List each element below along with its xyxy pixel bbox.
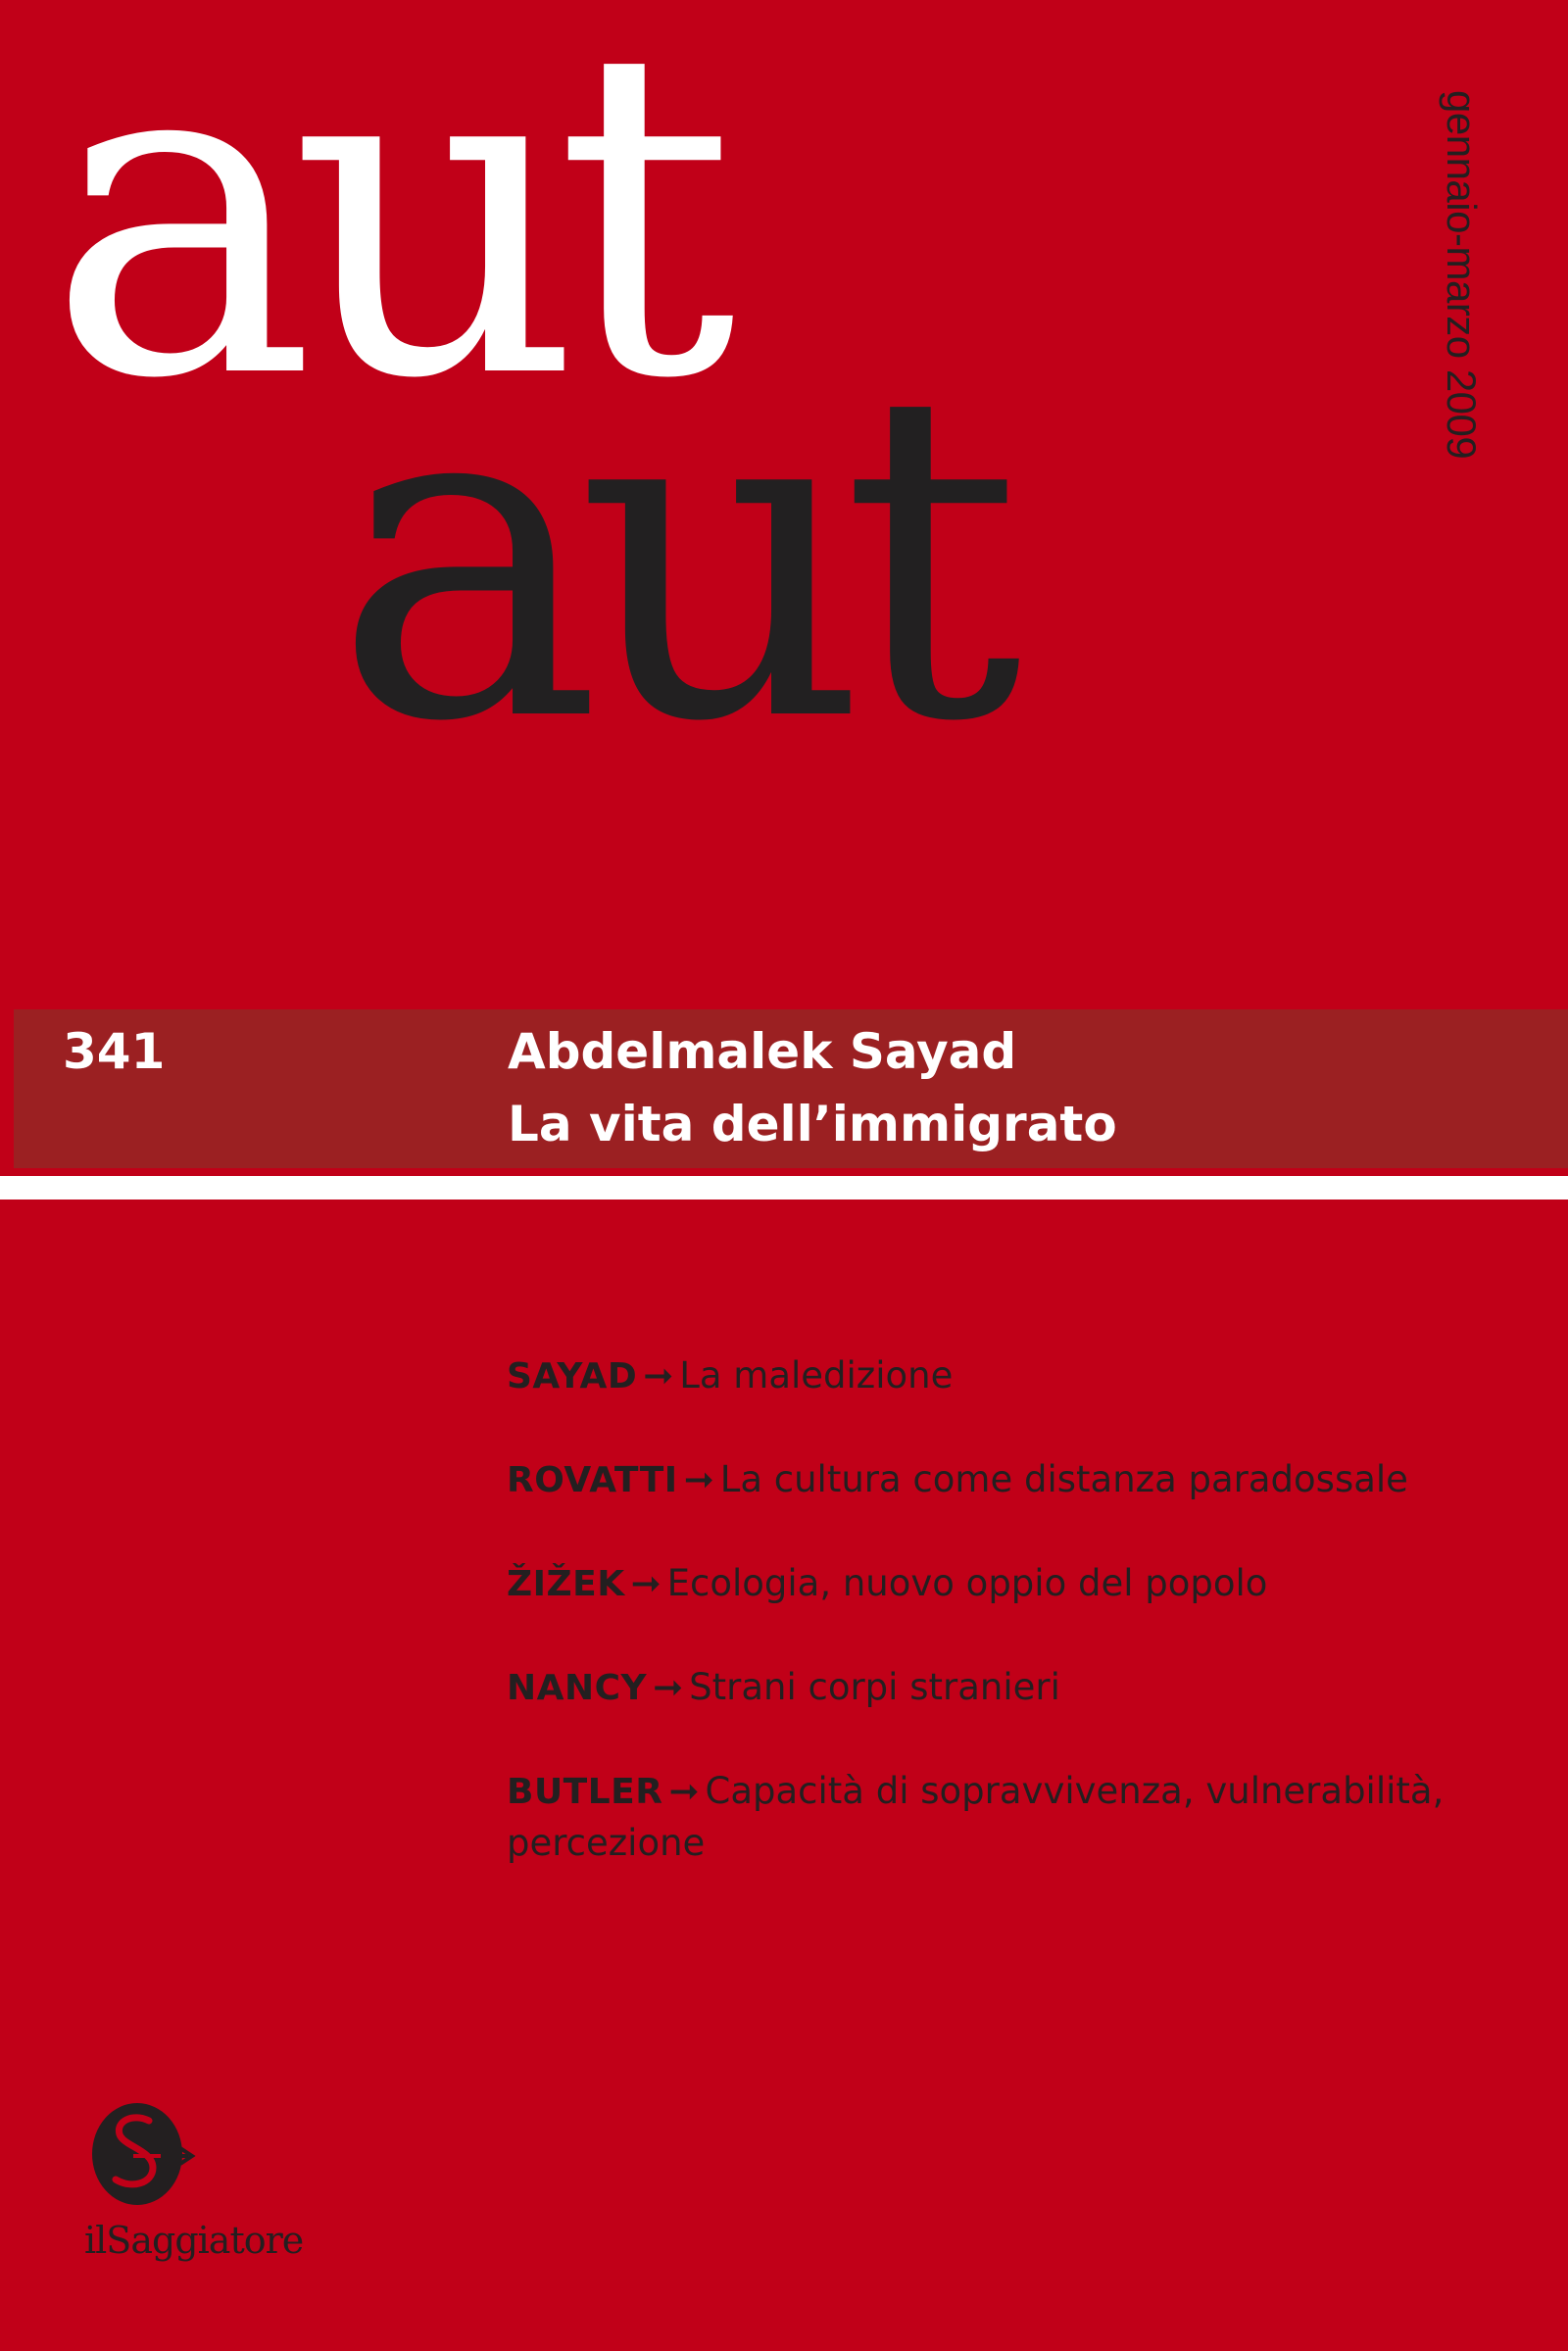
title-band — [14, 1009, 1568, 1168]
arrow-right-icon: ➞ — [643, 1354, 674, 1396]
issue-author: Abdelmalek Sayad — [508, 1023, 1017, 1080]
toc-author: NANCY — [507, 1668, 648, 1708]
saggiatore-logo-icon — [88, 2099, 196, 2209]
toc-author: SAYAD — [507, 1356, 638, 1396]
toc-author: ŽIŽEK — [507, 1564, 625, 1604]
toc-author: ROVATTI — [507, 1460, 678, 1500]
toc-item-butler — [507, 1766, 1526, 1869]
logo-aut-bottom: aut — [333, 296, 998, 820]
toc-item-zizek — [507, 1558, 1526, 1662]
toc-title: La cultura come distanza paradossale — [719, 1458, 1408, 1500]
publisher-name: ilSaggiatore — [84, 2219, 304, 2262]
arrow-right-icon: ➞ — [653, 1666, 684, 1708]
toc-title: Ecologia, nuovo oppio del popolo — [666, 1562, 1268, 1604]
toc-item-rovatti — [507, 1454, 1526, 1558]
toc-item-nancy — [507, 1662, 1526, 1766]
toc-item-sayad — [507, 1350, 1526, 1454]
table-of-contents — [507, 1350, 1526, 1869]
arrow-right-icon: ➞ — [683, 1458, 714, 1500]
arrow-right-icon: ➞ — [630, 1562, 662, 1604]
issue-number: 341 — [63, 1023, 166, 1080]
toc-title: Capacità di sopravvivenza, vulnerabilità, percezione — [507, 1770, 1445, 1864]
logo-aut-top: aut — [47, 0, 711, 477]
issue-title: La vita dell’immigrato — [508, 1096, 1117, 1152]
white-divider — [0, 1176, 1568, 1200]
issue-date: gennaio-marzo 2009 — [1439, 90, 1485, 460]
toc-title: Strani corpi stranieri — [689, 1666, 1060, 1708]
arrow-right-icon: ➞ — [668, 1770, 700, 1812]
toc-author: BUTLER — [507, 1772, 663, 1812]
toc-title: La maledizione — [679, 1354, 954, 1396]
